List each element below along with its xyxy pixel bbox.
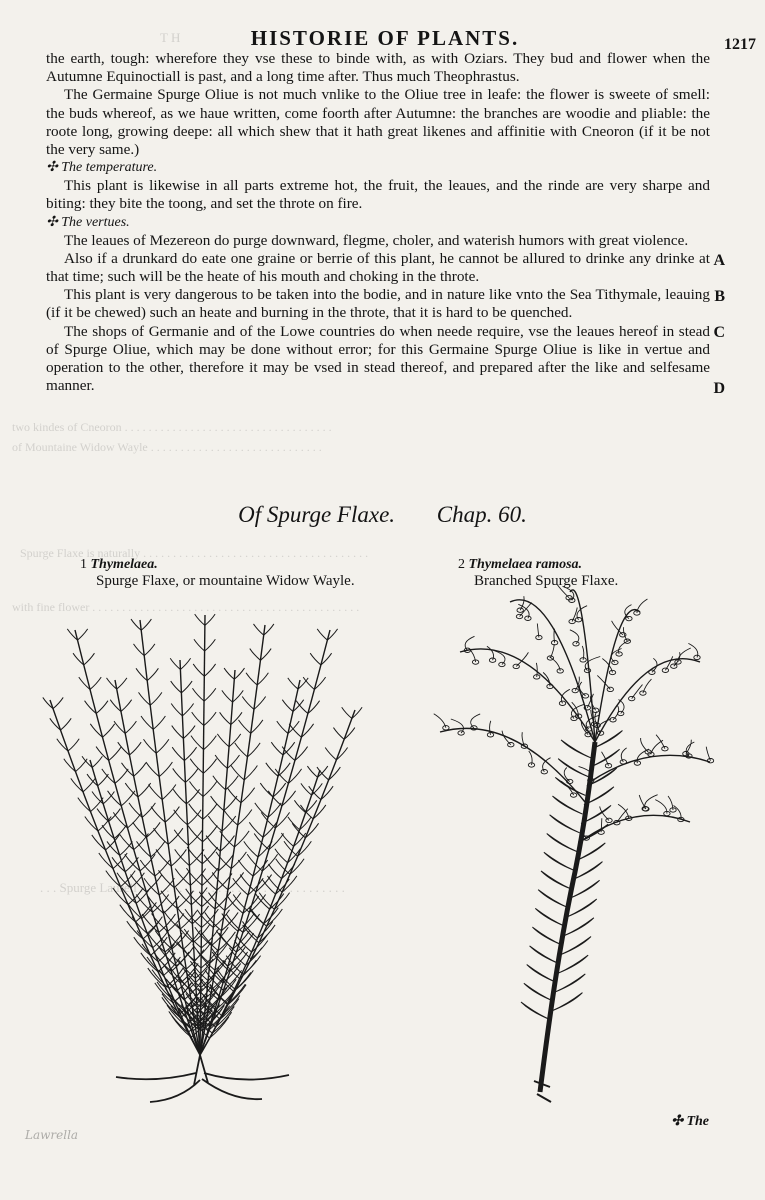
plant-leaf <box>520 603 532 617</box>
plant-leaf <box>134 937 151 955</box>
plant-leaf <box>142 944 158 962</box>
plant-branch <box>580 815 690 842</box>
plant-leaf <box>544 852 574 870</box>
plant-leaf <box>117 678 127 689</box>
plant-stem <box>115 680 200 1055</box>
plant-leaf <box>242 697 254 710</box>
plant-leaf <box>182 704 193 716</box>
paragraph-d: The shops of Germanie and of the Lowe countries do when neede require, vse the leaues hereof in stead of Spurge Oliue, which may be done without error; for this Germaine Spurge Oliue is like in vertue and operation to the other, therefore it may be vsed in stead thereof, and prepared after the like and selfesame manner. <box>46 322 710 395</box>
chapter-number: Chap. 60. <box>436 502 527 527</box>
plant-leaf <box>244 841 258 857</box>
flower-bud <box>620 760 626 764</box>
plant-leaf <box>147 668 158 680</box>
figure-number: 2 <box>458 557 465 572</box>
plant-leaf <box>203 759 216 774</box>
plant-leaf <box>127 921 143 939</box>
plant-leaf <box>342 707 352 718</box>
flower-bud <box>517 608 523 612</box>
plant-leaf <box>215 755 227 768</box>
plant-leaf <box>68 739 79 751</box>
plant-leaf <box>220 836 234 852</box>
flower-bud <box>606 818 612 822</box>
plant-leaf <box>187 810 201 825</box>
plant-leaf <box>558 955 588 973</box>
plant-leaf <box>561 936 591 954</box>
paragraph: the earth, tough: wherefore they vse these to binde with, as with Oziars. They bud and flower when the Autumne Equinoctiall is past, and a long time after. Thus much Theophrastus. <box>46 50 710 86</box>
flower-bud <box>575 618 581 622</box>
paragraph: This plant is likewise in all parts extreme hot, the fruit, the leaues, and the rinde are very sharpe and biting: they bite the toong, and set the throte on fire. <box>46 177 710 213</box>
plant-leaf <box>146 822 160 837</box>
plant-leaf <box>229 734 241 747</box>
plant-leaf <box>255 894 269 910</box>
plant-leaf <box>281 833 293 846</box>
flower-bud <box>541 770 547 774</box>
plant-leaf <box>162 785 176 800</box>
plant-leaf <box>538 890 568 908</box>
plant-leaf <box>313 805 326 819</box>
plant-leaf <box>170 658 180 669</box>
plant-leaf <box>333 728 344 740</box>
plant-leaf <box>114 825 126 838</box>
plant-leaf <box>524 983 554 1001</box>
plant-leaf <box>246 673 257 685</box>
plant-leaf <box>141 619 151 630</box>
plant-leaf <box>125 857 138 872</box>
chapter-heading <box>0 502 765 528</box>
plant-leaf <box>234 668 244 679</box>
plant-leaf <box>174 870 190 887</box>
plant-leaf <box>227 755 239 768</box>
plant-leaf <box>193 664 204 676</box>
plant-leaf <box>171 849 186 866</box>
plant-leaf <box>240 875 256 892</box>
plant-leaf <box>277 721 288 733</box>
plant-leaf <box>290 859 304 875</box>
plant-leaf <box>134 763 146 776</box>
plant-leaf <box>204 664 215 676</box>
plant-leaf <box>224 796 237 811</box>
plant-leaf <box>153 716 165 729</box>
figure-english-name: Spurge Flaxe, or mountaine Widow Wayle. <box>96 573 355 589</box>
plant-leaf <box>181 681 192 693</box>
plant-leaf <box>268 791 282 806</box>
plant-leaf <box>173 789 186 804</box>
plant-leaf <box>120 905 136 922</box>
fleuron-icon: ✣ <box>671 1114 687 1129</box>
flower-bud <box>694 655 700 659</box>
plant-leaf <box>274 893 289 910</box>
plant-leaf <box>233 690 244 702</box>
plant-leaf <box>113 888 128 905</box>
bleed-through-text: Lawrella <box>25 1128 79 1142</box>
plant-leaf <box>204 736 217 750</box>
plant-leaf <box>136 888 150 904</box>
plant-leaf <box>224 668 234 679</box>
fleuron-icon: ✣ <box>46 214 62 230</box>
plant-leaf <box>303 677 314 689</box>
flower-bud <box>569 619 575 623</box>
plant-leaf <box>146 875 162 892</box>
figure-latin-name: Thymelaea. <box>90 557 158 572</box>
plant-leaf <box>120 841 133 855</box>
bleed-through-text: . . . Spurge Laurell . . . . . . . . . . . . . . . . . . . . . . . . . . . . . . . . <box>40 880 345 895</box>
plant-roots <box>116 1055 289 1102</box>
page-header <box>40 26 756 53</box>
plant-leaf <box>547 834 577 852</box>
section-heading-temperature: ✣ The temperature. <box>46 160 158 176</box>
plant-leaf <box>204 688 216 701</box>
bleed-through-text: with fine flower . . . . . . . . . . . . . . . . . . . . . . . . . . . . . . . . . . . . . . . . . . . . . <box>12 600 360 614</box>
plant-leaf <box>252 935 268 952</box>
margin-letter: C <box>713 324 725 341</box>
plant-leaf <box>554 629 555 643</box>
plant-leaf <box>288 678 298 689</box>
plant-leaf <box>541 871 571 889</box>
paragraph-b: Also if a drunkard do eate one graine or berrie of this plant, he cannot be allured to drinke any drinke at that time; such will be the heate of his mouth and choking in the throte. <box>46 249 710 286</box>
plant-leaf <box>92 835 106 850</box>
plant-stem <box>50 700 200 1055</box>
plant-leaf <box>255 803 268 818</box>
plant-leaf <box>83 778 95 791</box>
flower-bud <box>626 616 632 620</box>
plant-leaf <box>171 704 182 716</box>
plant-leaf <box>307 766 317 777</box>
plant-leaf <box>172 747 184 760</box>
plant-branch <box>570 590 595 742</box>
plant-leaf <box>203 781 217 796</box>
plant-leaf <box>99 853 113 869</box>
chapter-title: Of Spurge Flaxe. <box>238 502 396 527</box>
plant-leaf <box>173 768 186 782</box>
plant-leaf <box>165 933 182 952</box>
plant-leaf <box>288 817 300 830</box>
plant-leaf <box>192 712 204 725</box>
plant-leaf <box>321 786 333 799</box>
plant-leaf <box>195 927 212 945</box>
plant-leaf <box>213 776 226 790</box>
margin-letter: A <box>713 252 725 269</box>
flower-bud <box>662 668 668 672</box>
plant-leaf <box>301 783 312 795</box>
plant-leaf <box>203 826 218 842</box>
plant-leaf <box>249 822 263 837</box>
plant-leaf <box>203 804 217 820</box>
plant-leaf <box>90 677 101 689</box>
body-text-upper <box>46 50 710 395</box>
plant-leaf <box>171 681 182 693</box>
plant-leaf <box>180 658 190 669</box>
plant-branch <box>590 755 710 782</box>
figure-number: 1 <box>80 557 87 572</box>
plant-leaf <box>222 690 233 702</box>
plant-leaf <box>85 816 98 831</box>
section-heading-vertues: ✣ The vertues. <box>46 214 130 230</box>
plant-leaf <box>612 621 623 635</box>
plant-leaf <box>205 639 216 651</box>
plant-leaf <box>242 921 257 938</box>
plant-leaf <box>109 747 122 761</box>
flower-bud <box>489 658 495 662</box>
plant-leaf <box>150 692 162 705</box>
plant-leaf <box>217 734 229 747</box>
plant-leaf <box>151 841 165 857</box>
plant-leaf <box>552 796 582 814</box>
plant-leaf <box>282 700 293 712</box>
plant-leaf <box>175 849 190 865</box>
plant-leaf <box>103 724 115 737</box>
plant-leaf <box>144 644 155 656</box>
plant-leaf <box>527 965 557 983</box>
plant-branch <box>460 649 595 742</box>
plant-leaf <box>121 700 132 712</box>
plant-leaf <box>125 721 136 733</box>
margin-letter: B <box>714 288 725 305</box>
plant-leaf <box>159 762 172 777</box>
page-number: 1217 <box>724 36 756 53</box>
plant-branch <box>595 659 700 742</box>
figure-caption-1 <box>80 556 355 590</box>
plant-leaf <box>205 614 215 625</box>
plant-leaf <box>204 855 219 871</box>
plant-leaf <box>174 830 188 846</box>
plant-leaf <box>550 815 580 833</box>
plant-leaf <box>78 629 88 640</box>
flower-bud <box>458 731 464 735</box>
plant-leaf <box>204 712 216 725</box>
plant-leaf <box>555 777 585 795</box>
plant-leaf <box>557 584 569 598</box>
plant-leaf <box>317 629 327 640</box>
plant-leaf <box>201 932 218 951</box>
plant-leaf <box>177 924 194 942</box>
flower-bud <box>662 747 668 751</box>
plant-leaf <box>183 726 195 739</box>
plant-leaf <box>206 836 220 852</box>
plant-leaf <box>61 718 72 730</box>
plant-leaf <box>271 742 283 755</box>
plant-leaf <box>115 769 128 784</box>
catchword: ✣ The <box>671 1114 709 1129</box>
plant-leaf <box>305 823 318 838</box>
plant-leaf <box>188 830 202 846</box>
paragraph: The Germaine Spurge Oliue is not much vnlike to the Oliue tree in leafe: the flower is sweete of smell: the buds whereof, as we haue written, come foorth after Autumne: the branches are woodie and pliable: the roote long, growing deepe: all which shew that it hath great likenes and affinitie with Cneoron (if it be not the very same.) <box>46 86 710 159</box>
plant-leaf <box>215 892 231 909</box>
plant-leaf <box>191 736 204 750</box>
paragraph-a: The leaues of Mezereon do purge downward, flegme, choler, and waterish humors with great violence. <box>64 231 689 249</box>
plant-leaf <box>238 860 253 876</box>
woodcut-branched-spurge-flaxe <box>400 582 740 1112</box>
running-title: HISTORIE OF PLANTS. <box>250 26 520 50</box>
plant-leaf <box>262 879 276 894</box>
plant-leaf <box>530 946 560 964</box>
plant-leaf <box>532 927 562 945</box>
plant-leaf <box>78 798 91 812</box>
plant-leaf <box>535 908 565 926</box>
plant-leaf <box>174 810 188 825</box>
plant-leaf <box>106 871 121 887</box>
plant-leaf <box>158 944 174 962</box>
plant-leaf <box>239 720 251 733</box>
plant-leaf <box>183 930 200 949</box>
plant-leaf <box>190 869 205 886</box>
plant-leaf <box>222 816 236 831</box>
plant-leaf <box>564 918 594 936</box>
plant-leaf <box>129 742 141 755</box>
bleed-through-text: two kindes of Cneoron . . . . . . . . . . . . . . . . . . . . . . . . . . . . . . . . . . . <box>12 420 332 434</box>
plant-leaf <box>92 756 102 767</box>
plant-leaf <box>96 701 108 714</box>
plant-leaf <box>191 887 207 904</box>
bleed-through-text: Spurge Flaxe is naturally . . . . . . . . . . . . . . . . . . . . . . . . . . . . . . . . . . . . . . <box>20 546 369 560</box>
plant-leaf <box>521 1002 551 1020</box>
plant-leaf <box>98 774 109 786</box>
flower-bud <box>605 764 611 768</box>
figure-english-name: Branched Spurge Flaxe. <box>474 573 619 589</box>
plant-leaf <box>555 974 585 992</box>
plant-leaf <box>254 624 264 635</box>
plant-leaf <box>231 765 244 780</box>
flower-bud <box>671 664 677 668</box>
plant-leaf <box>250 649 261 661</box>
plant-leaf <box>282 876 297 892</box>
woodcut-spurge-flaxe <box>30 600 380 1120</box>
paragraph-c: This plant is very dangerous to be taken into the bodie, and in nature like vnto the Sea Tithymale, leauing (if it be chewed) such an heate and burning in the throte, that it is hard to be quenched. <box>46 286 710 322</box>
plant-leaf <box>211 796 224 811</box>
plant-leaf <box>168 828 183 844</box>
plant-leaf <box>185 768 198 782</box>
fleuron-icon: ✣ <box>46 160 62 176</box>
plant-leaf <box>192 688 204 701</box>
margin-letter: D <box>713 380 725 397</box>
plant-leaf <box>294 800 305 812</box>
plant-branch <box>440 728 585 802</box>
plant-leaf <box>235 743 248 757</box>
plant-leaf <box>220 712 231 724</box>
bleed-through-text: T H <box>160 30 181 45</box>
plant-leaf <box>194 639 205 651</box>
plant-leaf <box>172 726 184 739</box>
plant-leaf <box>572 608 577 622</box>
plant-leaf <box>310 653 321 665</box>
flower-bud <box>607 687 613 691</box>
plant-leaf <box>53 697 63 708</box>
figure-latin-name: Thymelaea ramosa. <box>468 557 583 572</box>
plant-leaf <box>195 614 205 625</box>
plant-leaf <box>552 993 582 1011</box>
plant-leaf <box>84 653 95 665</box>
plant-leaf <box>325 748 336 760</box>
plant-leaf <box>233 878 248 895</box>
plant-leaf <box>561 740 591 758</box>
plant-leaf <box>156 739 169 753</box>
plant-leaf <box>219 933 236 952</box>
plant-leaf <box>558 759 588 777</box>
bleed-through-text: of Mountaine Widow Wayle . . . . . . . . . . . . . . . . . . . . . . . . . . . . . <box>12 440 322 454</box>
